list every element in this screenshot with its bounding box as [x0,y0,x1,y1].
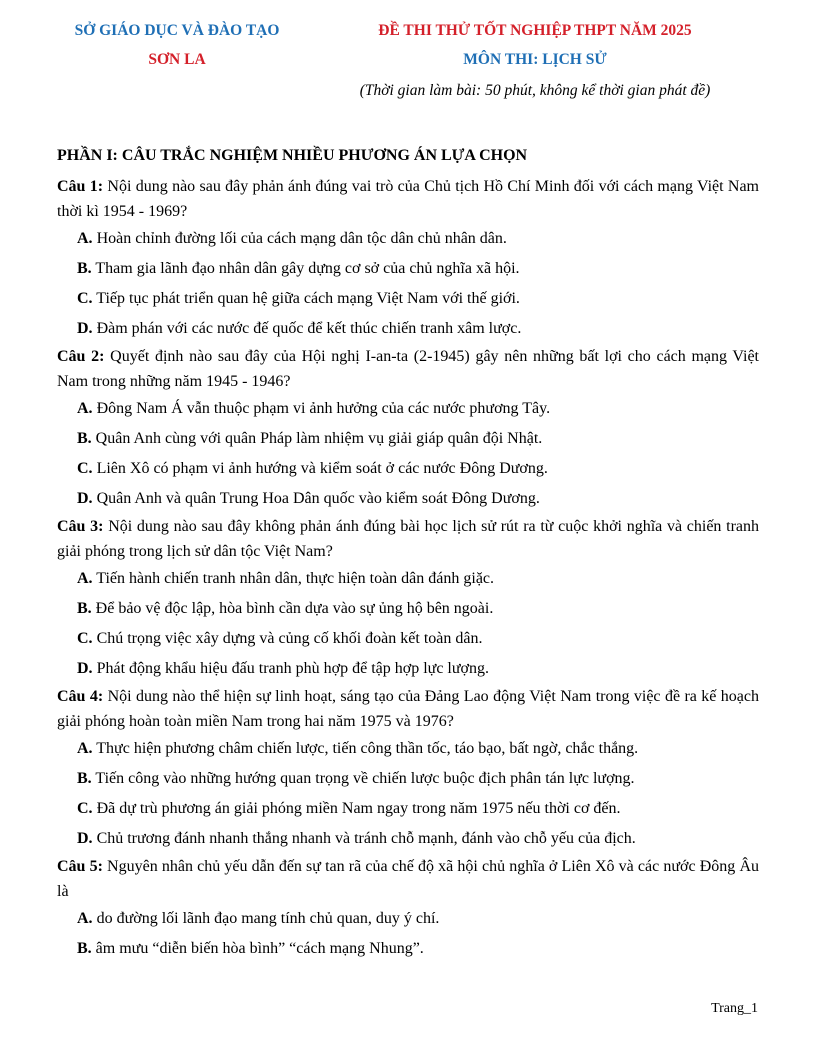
option-text: Đàm phán với các nước đế quốc để kết thúc chiến tranh xâm lược. [92,320,522,337]
option-letter: B. [77,260,92,277]
question-label: Câu 3: [57,518,104,535]
option-letter: B. [77,940,92,957]
question-text: Nội dung nào thể hiện sự linh hoạt, sáng tạo của Đảng Lao động Việt Nam trong việc đề ra kế hoạch giải phóng hoàn toàn miền Nam trong hai năm 1975 và 1976? [57,688,760,730]
option-a [57,564,759,594]
option-text: Chú trọng việc xây dựng và củng cố khối đoàn kết toàn dân. [92,630,483,647]
option-letter: A. [77,740,93,757]
option-a [57,734,759,764]
option-letter: A. [77,910,93,927]
question-2 [57,344,759,514]
question-label: Câu 4: [57,688,104,705]
question-4 [57,684,759,854]
question-stem [57,344,759,394]
option-text: Thực hiện phương châm chiến lược, tiến công thần tốc, táo bạo, bất ngờ, chắc thắng. [92,740,639,757]
time-note: (Thời gian làm bài: 50 phút, không kể thời gian phát đề) [359,82,711,99]
option-a [57,904,759,934]
option-letter: C. [77,800,93,817]
option-text: Đông Nam Á vẫn thuộc phạm vi ảnh hưởng của các nước phương Tây. [92,400,551,417]
question-text: Nội dung nào sau đây không phản ánh đúng bài học lịch sử rút ra từ cuộc khởi nghĩa và chiến tranh giải phóng trong lịch sử dân tộc Việt Nam? [57,518,760,560]
option-letter: B. [77,770,92,787]
option-text: do đường lối lãnh đạo mang tính chủ quan, duy ý chí. [92,910,440,927]
option-letter: A. [77,570,93,587]
question-list [57,174,759,964]
section-title: PHẦN I: CÂU TRẮC NGHIỆM NHIỀU PHƯƠNG ÁN LỰA CHỌN [57,147,528,164]
option-letter: C. [77,290,93,307]
option-letter: D. [77,660,93,677]
option-text: Tiến công vào những hướng quan trọng về chiến lược buộc địch phân tán lực lượng. [91,770,635,787]
option-text: Tiếp tục phát triển quan hệ giữa cách mạng Việt Nam với thế giới. [92,290,520,307]
question-text: Nguyên nhân chủ yếu dẫn đến sự tan rã của chế độ xã hội chủ nghĩa ở Liên Xô và các nước Đông Âu là [57,858,759,900]
question-stem [57,514,759,564]
option-c [57,624,759,654]
question-text: Quyết định nào sau đây của Hội nghị I-an-ta (2-1945) gây nên những bất lợi cho cách mạng Việt Nam trong những năm 1945 - 1946? [57,348,760,390]
option-b [57,764,759,794]
exam-title: ĐỀ THI THỬ TỐT NGHIỆP THPT NĂM 2025 [378,22,692,39]
question-5 [57,854,759,964]
page-number: Trang_1 [711,1001,758,1016]
question-label: Câu 1: [57,178,104,195]
option-d [57,654,759,684]
option-b [57,254,759,284]
department-name: SỞ GIÁO DỤC VÀ ĐÀO TẠO [74,22,280,39]
province-name: SƠN LA [148,51,206,68]
option-letter: D. [77,320,93,337]
option-a [57,224,759,254]
option-letter: A. [77,230,93,247]
option-text: Chủ trương đánh nhanh thắng nhanh và tránh chỗ mạnh, đánh vào chỗ yếu của địch. [92,830,636,847]
option-letter: D. [77,830,93,847]
option-text: Quân Anh và quân Trung Hoa Dân quốc vào kiểm soát Đông Dương. [92,490,540,507]
option-letter: D. [77,490,93,507]
option-text: Để bảo vệ độc lập, hòa bình cần dựa vào sự ủng hộ bên ngoài. [91,600,494,617]
option-text: Hoàn chỉnh đường lối của cách mạng dân tộc dân chủ nhân dân. [92,230,507,247]
option-letter: C. [77,630,93,647]
option-text: Phát động khẩu hiệu đấu tranh phù hợp để tập hợp lực lượng. [92,660,489,677]
question-stem [57,174,759,224]
option-letter: B. [77,600,92,617]
option-c [57,284,759,314]
question-1 [57,174,759,344]
option-d [57,824,759,854]
option-a [57,394,759,424]
question-stem [57,854,759,904]
option-d [57,484,759,514]
question-label: Câu 2: [57,348,105,365]
option-text: âm mưu “diễn biến hòa bình” “cách mạng Nhung”. [91,940,424,957]
question-stem [57,684,759,734]
option-letter: A. [77,400,93,417]
option-c [57,454,759,484]
option-b [57,934,759,964]
option-letter: C. [77,460,93,477]
option-d [57,314,759,344]
option-text: Quân Anh cùng với quân Pháp làm nhiệm vụ giải giáp quân đội Nhật. [91,430,543,447]
option-c [57,794,759,824]
option-text: Liên Xô có phạm vi ảnh hướng và kiểm soát ở các nước Đông Dương. [92,460,548,477]
option-b [57,594,759,624]
option-b [57,424,759,454]
option-text: Đã dự trù phương án giải phóng miền Nam ngay trong năm 1975 nếu thời cơ đến. [92,800,621,817]
question-label: Câu 5: [57,858,103,875]
exam-subject: MÔN THI: LỊCH SỬ [463,51,607,68]
option-text: Tiến hành chiến tranh nhân dân, thực hiện toàn dân đánh giặc. [92,570,495,587]
question-3 [57,514,759,684]
option-letter: B. [77,430,92,447]
question-text: Nội dung nào sau đây phản ánh đúng vai trò của Chủ tịch Hồ Chí Minh đối với cách mạng Việt Nam thời kì 1954 - 1969? [57,178,760,220]
option-text: Tham gia lãnh đạo nhân dân gây dựng cơ sở của chủ nghĩa xã hội. [91,260,520,277]
